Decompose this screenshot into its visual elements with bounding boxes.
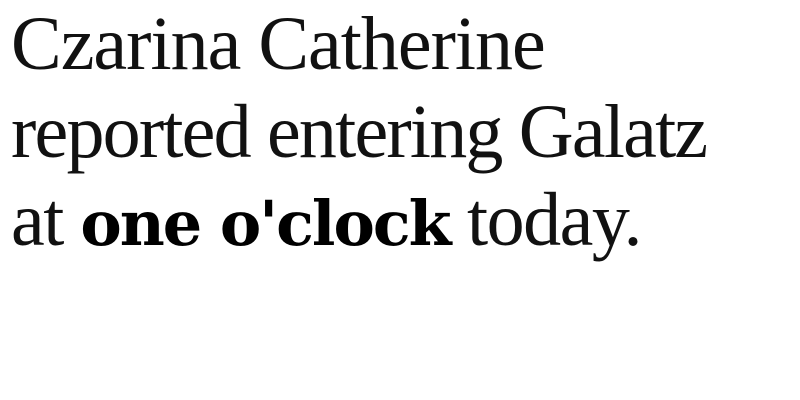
type-specimen bbox=[11, 0, 796, 268]
specimen-line-3-before: at bbox=[11, 178, 81, 262]
specimen-line-3-after: today. bbox=[449, 178, 641, 262]
specimen-line-3 bbox=[11, 176, 796, 268]
specimen-bold-phrase: one o'clock bbox=[80, 187, 450, 260]
specimen-line-2: reported entering Galatz bbox=[11, 90, 707, 174]
specimen-line-1: Czarina Catherine bbox=[11, 2, 545, 86]
